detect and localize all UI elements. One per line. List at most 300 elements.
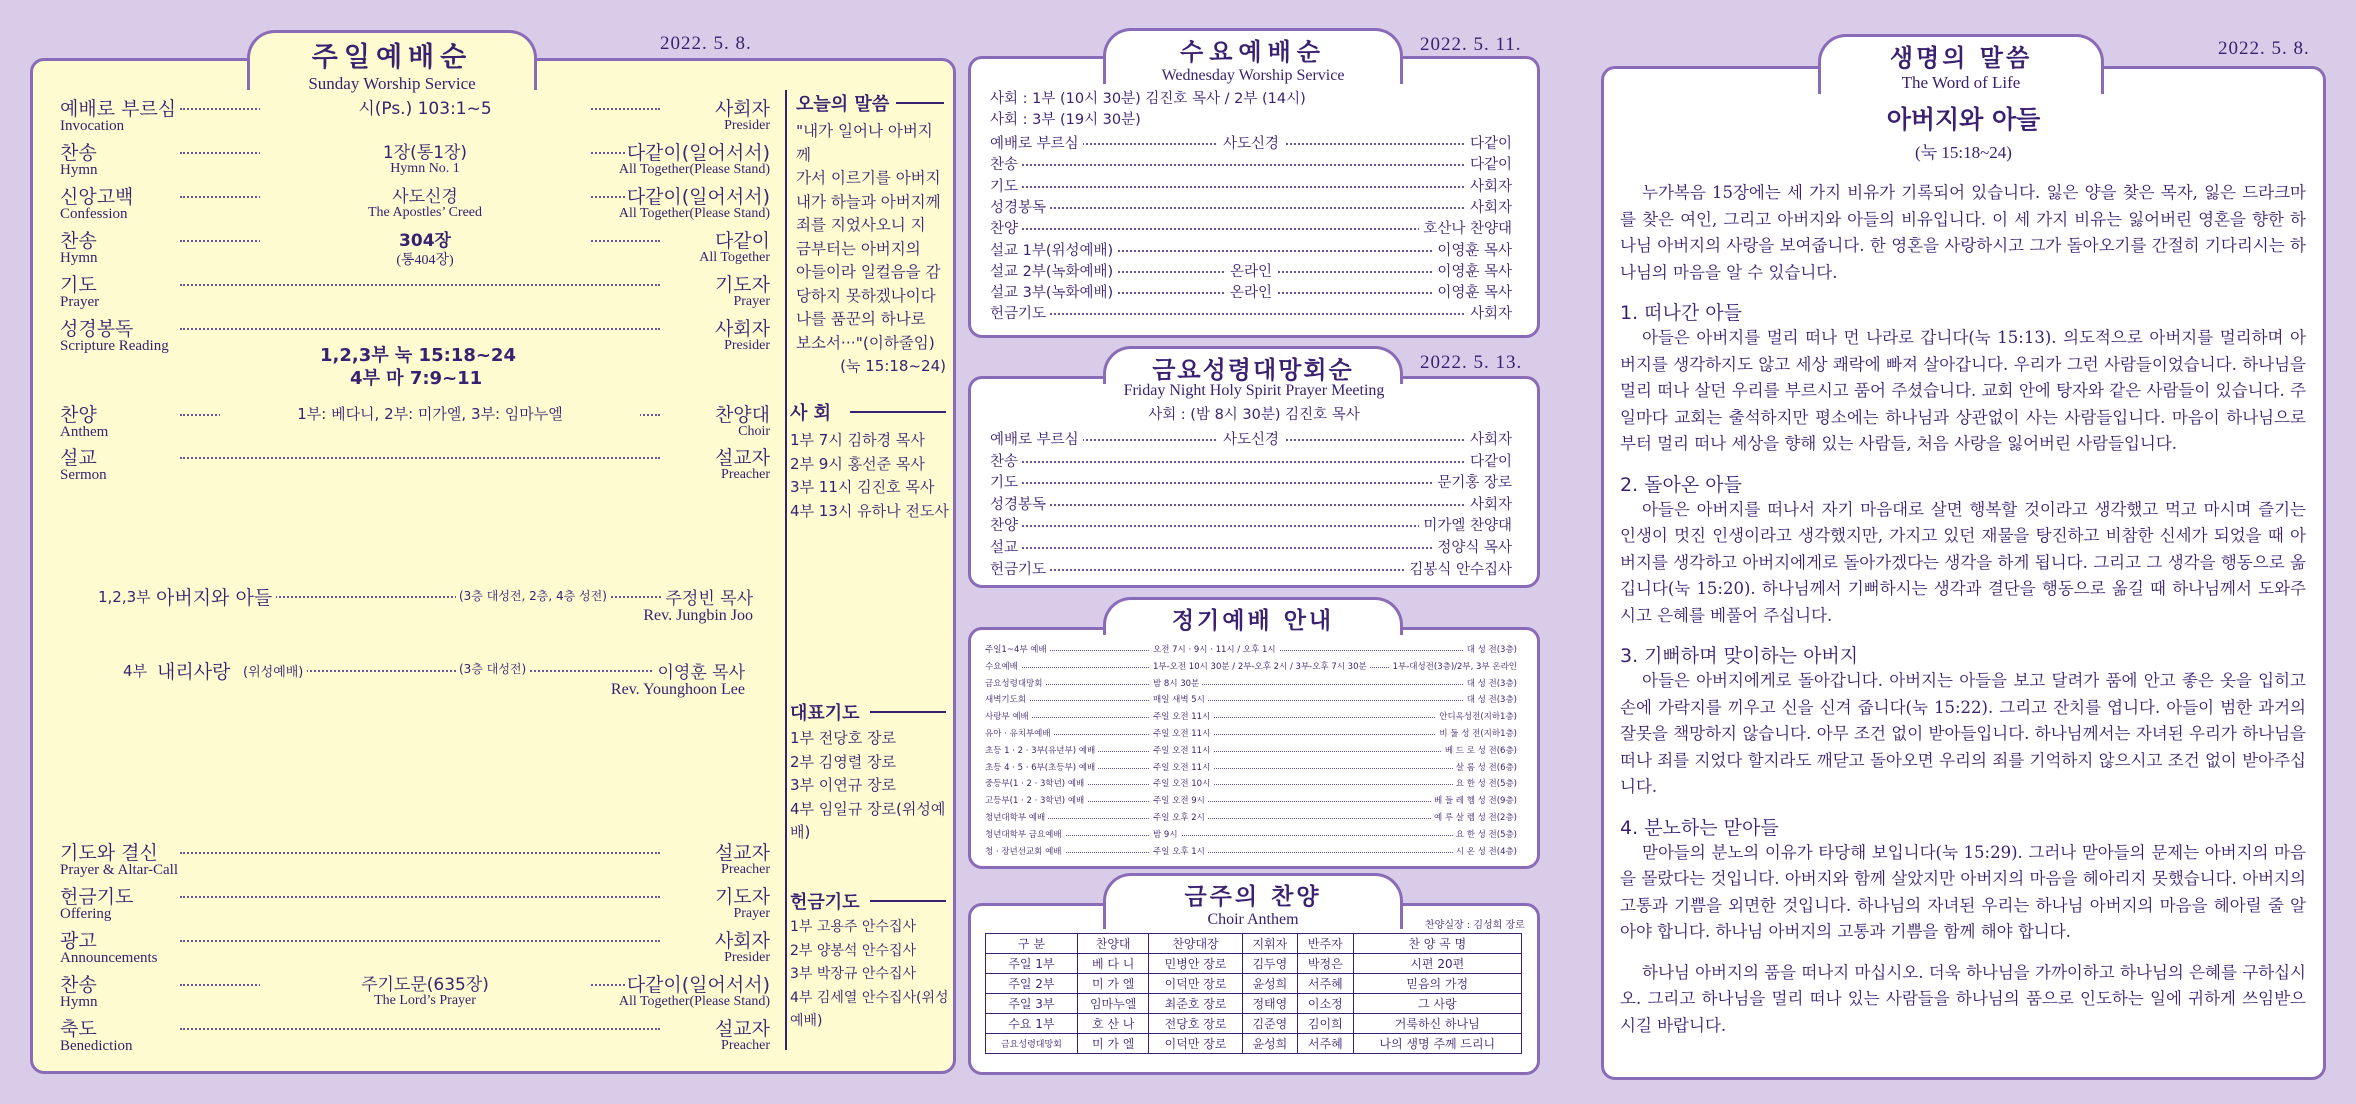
rep-prayer-list [790,727,950,845]
choir-row [986,954,1522,974]
order-label: 기도와 결신 [60,838,162,865]
schedule-place: 요 한 성 전(5층) [1453,777,1517,789]
dotted-leader [990,313,1512,315]
order-leader-en: Prayer [733,906,770,921]
column-divider [785,90,787,1050]
order-row [990,239,1512,260]
order-leader: 사회자 [1466,302,1512,323]
schedule-time: 1부-오전 10시 30분 / 2부-오후 2시 / 3부-오후 7시 30분 [1150,660,1370,672]
anthem-leader: 찬양대 [715,400,770,427]
order-label: 헌금기도 [990,302,1050,323]
word-body [1620,180,2306,1039]
word-section-heading: 3. 기뻐하며 맞이하는 아버지 [1620,645,1859,667]
schedule-row [985,710,1517,723]
choir-cell: 이덕만 장로 [1149,1034,1242,1054]
word-closing: 하나님 아버지의 품을 떠나지 마십시오. 더욱 하나님을 가까이하고 하나님의 은혜를 구하십시오. 그리고 하나님을 멀리 떠나 있는 사람들을 하나님의 품으로 인도하는 일에 귀하게 쓰임받으시길 바랍니다. [1620,962,2306,1035]
wednesday-date: 2022. 5. 11. [1420,34,1522,55]
order-leader: 호산나 찬양대 [1419,217,1512,238]
word-section [1620,470,2306,630]
side-line: 보소서···"(이하줄임) [796,333,935,352]
choir-header-cell: 지휘자 [1242,934,1297,954]
order-detail-en: The Lord’s Prayer [374,993,476,1008]
choir-row [986,1014,1522,1034]
choir-cell: 미 가 엘 [1077,974,1149,994]
order-leader: 다같이 [1466,132,1512,153]
schedule-time: 주일 오전 9시 [1150,794,1208,806]
choir-header-cell: 찬 양 곡 명 [1353,934,1521,954]
order-leader-en: Preacher [721,862,770,877]
choir-table [985,933,1522,1054]
side-line: 4부 13시 유하나 전도사 [790,501,949,520]
choir-cell: 임마누엘 [1077,994,1149,1014]
order-label: 설교 2부(녹화예배) [990,260,1117,281]
schedule-place: 베 드 로 성 전(6층) [1442,744,1517,756]
order-label-en: Prayer & Altar-Call [60,862,179,878]
today-word-box [796,90,946,379]
schedule-row [985,693,1517,706]
wednesday-title-tab [1103,28,1403,84]
schedule-place: 안디옥성전(지하1층) [1436,710,1517,722]
schedule-service: 주일1~4부 예배 [985,643,1050,655]
scripture-line-1: 1,2,3부 눅 15:18~24 [320,345,516,366]
schedule-place: 1부-대성전(3층)/2부, 3부 온라인 [1390,660,1517,672]
order-label: 설교 3부(녹화예배) [990,281,1117,302]
choir-cell: 호 산 나 [1077,1014,1149,1034]
schedule-row [985,761,1517,774]
order-leader: 사회자 [1466,175,1512,196]
choir-cell: 최준호 장로 [1149,994,1242,1014]
choir-cell: 주일 3부 [986,994,1078,1014]
choir-cell: 윤성희 [1242,974,1297,994]
order-label: 찬송 [60,138,101,165]
today-word-text [796,120,946,355]
choir-row [986,974,1522,994]
order-label-en: Confession [60,206,128,222]
schedule-service: 초등 4 · 5 · 6부(초등부) 예배 [985,761,1098,773]
sermon1-preacher-en: Rev. Jungbin Joo [643,607,753,624]
heading-rule [870,900,946,902]
anthem-choirs: 1부: 베다니, 2부: 미가엘, 3부: 임마누엘 [220,403,640,424]
order-detail: 304장 [260,226,590,251]
side-line: 금부터는 아버지의 [796,239,921,258]
heading-rule [870,711,946,713]
order-leader: 다같이 [1466,450,1512,471]
side-line: 3부 11시 김진호 목사 [790,478,935,496]
order-detail-wrap [990,132,1512,153]
word-section [1620,641,2306,801]
order-label-en: Hymn [60,250,98,266]
choir-cell: 김두영 [1242,954,1297,974]
order-leader: 기도자 [715,882,770,909]
dotted-leader [180,940,660,942]
word-title-tab [1818,34,2104,94]
sermon1-place: (3층 대성전, 2층, 4층 성전) [456,587,610,604]
side-line: 1부 7시 김하경 목사 [790,431,925,449]
order-row [60,226,770,270]
order-label: 광고 [60,926,101,953]
order-label: 찬송 [990,153,1022,174]
schedule-time: 주일 오후 2시 [1150,811,1208,823]
dotted-leader [985,684,1517,685]
dotted-leader [985,852,1517,853]
order-row [60,270,770,314]
word-section-heading: 2. 돌아온 아들 [1620,473,1742,496]
order-leader: 정양식 목사 [1433,536,1512,557]
sermon-label: 설교 [60,443,101,470]
sermon2-title: 내리사랑 [157,657,230,684]
order-row [60,970,770,1014]
order-label: 찬양 [990,514,1022,535]
side-line: 가서 이르기를 아버지 [796,169,941,187]
order-leader-en: All Together(Please Stand) [618,162,770,177]
order-row [60,1014,770,1058]
heading-rule [896,102,944,104]
dotted-leader [180,328,660,330]
offering-prayer-list [790,916,950,1034]
order-leader: 사회자 [715,926,770,953]
sermon-leader-en: Preacher [721,467,770,482]
order-detail: 시(Ps.) 103:1~5 [260,94,590,119]
order-label: 축도 [60,1014,101,1041]
side-line: 내가 하늘과 아버지께 [796,192,941,211]
order-label: 성경봉독 [990,196,1050,217]
word-reference: (눅 15:18~24) [1915,143,2012,162]
sermon2-sub: (위성예배) [243,661,307,680]
choir-cell: 서주혜 [1298,974,1353,994]
today-word-heading: 오늘의 말씀 [796,94,890,115]
schedule-service: 청 · 장년선교회 예배 [985,845,1065,857]
choir-cell: 민병안 장로 [1149,954,1242,974]
today-word-ref: (눅 15:18~24) [840,357,946,375]
order-leader: 설교자 [715,838,770,865]
order-label: 예배로 부르심 [990,132,1083,153]
order-leader-en: Presider [724,950,770,965]
schedule-place: 대 성 전(3층) [1464,643,1517,655]
anthem-label: 찬양 [60,400,101,427]
side-line: 4부 임일규 장로(위성예배) [790,799,946,841]
order-leader: 다같이(일어서서) [627,138,770,165]
order-label: 찬송 [990,450,1022,471]
sunday-title-tab [247,30,537,93]
schedule-service: 초등 1 · 2 · 3부(유년부) 예배 [985,744,1098,756]
dotted-leader [990,207,1512,209]
offering-prayer-box [790,888,950,1034]
order-label: 예배로 부르심 [990,428,1083,449]
order-label: 성경봉독 [990,493,1050,514]
schedule-place: 시 온 성 전(4층) [1453,845,1517,857]
heading-rule [850,411,946,413]
anthem-row [60,400,770,444]
order-leader: 사회자 [1466,428,1512,449]
choir-cell: 나의 생명 주께 드리니 [1353,1034,1521,1054]
schedule-time: 주일 오후 1시 [1150,845,1208,857]
sermon-row [60,443,770,487]
choir-cell: 금요성령대망회 [986,1034,1078,1054]
order-row [60,926,770,970]
word-date: 2022. 5. 8. [2218,38,2310,59]
order-leader: 이영훈 목사 [1433,239,1512,260]
order-leader: 다같이 [1466,153,1512,174]
order-label: 헌금기도 [60,882,137,909]
side-line: 2부 김영렬 장로 [790,752,897,771]
friday-subtitle: Friday Night Holy Spirit Prayer Meeting [1123,382,1385,399]
order-label: 설교 1부(위성예배) [990,239,1117,260]
choir-subtitle: Choir Anthem [1207,911,1299,928]
anthem-label-en: Anthem [60,424,109,440]
order-leader-en: All Together [699,250,770,265]
order-leader: 다같이(일어서서) [627,970,770,997]
offering-prayer-heading: 헌금기도 [790,892,860,913]
order-leader-en: Preacher [721,1038,770,1053]
order-leader-en: Presider [724,338,770,353]
schedule-time: 매일 새벽 5시 [1150,693,1208,705]
order-row [990,302,1512,323]
word-section-heading: 1. 떠나간 아들 [1620,302,1742,324]
side-line: 4부 김세열 안수집사(위성예배) [790,989,949,1029]
rep-prayer-box [790,699,950,845]
friday-date: 2022. 5. 13. [1420,352,1523,373]
schedule-place: 요 한 성 전(5층) [1453,828,1517,840]
choir-cell: 미 가 엘 [1077,1034,1149,1054]
presider-box [790,399,950,523]
friday-title: 금요성령대망회순 [1152,356,1354,384]
dotted-leader [985,835,1517,836]
side-line: 3부 이연규 장로 [790,776,897,794]
order-row [60,882,770,926]
order-label-en: Hymn [60,162,98,178]
word-title: 생명의 말씀 [1889,44,2033,72]
order-label: 찬송 [60,226,101,253]
order-label: 예배로 부르심 [60,94,180,121]
word-heading: 아버지와 아들 [1886,105,2041,134]
choir-cell: 거룩하신 하나님 [1353,1014,1521,1034]
choir-header-cell: 찬양대 [1077,934,1149,954]
order-detail: 1장(통1장) [260,138,590,163]
schedule-row [985,660,1517,673]
word-subtitle: The Word of Life [1901,73,2021,92]
order-detail: 온라인 [1224,285,1278,301]
choir-row [986,994,1522,1014]
order-leader: 사회자 [715,94,770,121]
order-row [60,138,770,182]
dotted-leader [990,186,1512,188]
word-section [1620,298,2306,458]
sermon-entry-2 [123,657,745,701]
schedule-place: 베 들 레 헴 성 전(9층) [1431,794,1517,806]
order-row [60,94,770,138]
order-row [990,153,1512,174]
choir-cell: 그 사랑 [1353,994,1521,1014]
order-leader: 다같이(일어서서) [627,182,770,209]
sermon1-preacher: 주정빈 목사 [661,584,753,609]
order-label: 찬양 [990,217,1022,238]
choir-cell: 윤성희 [1242,1034,1297,1054]
order-label-en: Scripture Reading [60,338,169,354]
word-section-body: 아들은 아버지에게로 돌아갑니다. 아버지는 아들을 보고 달려가 품에 안고 좋은 옷을 입히고 손에 가락지를 끼우고 신을 신겨 줍니다(눅 15:22). 그리고 잔치를 엽니다. 아들이 범한 과거의 잘못을 책망하지 않습니다. 아무 조건 없이 받아들입니다. 하나님께서는 자녀된 우리가 하나님을 떠나 죄를 지었다 할지라도 깨닫고 돌아오면 우리의 죄를 기억하지 않으시고 조건 없이 받아주십니다. [1620,671,2306,796]
order-label-en: Invocation [60,118,125,134]
order-row [60,838,770,882]
order-label-en: Hymn [60,994,98,1010]
dotted-leader [180,896,660,898]
order-row [60,182,770,226]
choir-title-tab [1103,873,1403,929]
order-leader: 이영훈 목사 [1433,260,1512,281]
order-row [990,450,1512,471]
choir-table-body [986,954,1522,1054]
order-leader: 기도자 [715,270,770,297]
order-row [990,471,1512,492]
order-row [990,175,1512,196]
side-line: 당하지 못하겠나이다 [796,286,936,305]
order-label: 성경봉독 [60,314,137,341]
word-section-body: 아들은 아버지를 떠나서 자기 마음대로 살면 행복할 것이라고 생각했고 먹고 마시며 즐기는 인생이 멋진 인생이라고 생각했지만, 가지고 있던 재물을 탕진하고 비참한 신세가 되었을 때 아버지를 생각하고 아버지에게로 돌아가겠다는 생각을 하게 됩니다. 그리고 그 생각을 행동으로 옮깁니다(눅 15:20). 하나님께서 기뻐하시는 생각과 결단을 행동으로 옮길 때 하나님께서 도와주시고 은혜를 베풀어 주십니다. [1620,499,2306,625]
dotted-leader [180,1028,660,1030]
order-leader-en: Presider [724,118,770,133]
word-sections [1620,298,2306,946]
rep-prayer-heading: 대표기도 [790,703,860,724]
side-line: 3부 박장규 안수집사 [790,966,916,982]
sermon2-preacher-en: Rev. Younghoon Lee [610,681,745,698]
choir-table-header [986,934,1522,954]
order-row [990,536,1512,557]
sermon-leader: 설교자 [715,443,770,470]
order-leader: 문기홍 장로 [1433,471,1512,492]
schedule-service: 사랑부 예배 [985,710,1032,722]
wednesday-subtitle: Wednesday Worship Service [1161,67,1345,84]
schedule-time: 밤 9시 [1150,828,1181,840]
side-line: 2부 양봉석 안수집사 [790,942,916,959]
choir-cell: 이소정 [1298,994,1353,1014]
side-line: 1부 전당호 장로 [790,729,897,747]
schedule-time: 밤 8시 30분 [1150,677,1202,689]
schedule-place: 예 루 살 렘 성 전(2층) [1431,811,1517,823]
wednesday-info-1: 사회 : 1부 (10시 30분) 김진호 목사 / 2부 (14시) [990,91,1306,107]
sermon2-preacher: 이영훈 목사 [653,658,745,683]
order-label: 헌금기도 [990,558,1050,579]
sermon1-part: 1,2,3부 [98,588,151,606]
schedule-service: 금요성령대망회 [985,677,1045,689]
dotted-leader [180,852,660,854]
schedule-time: 주일 오전 11시 [1150,727,1213,739]
presider-heading: 사 회 [790,403,832,424]
schedule-time: 주일 오전 10시 [1150,777,1213,789]
order-label: 설교 [990,536,1022,557]
choir-cell: 주일 1부 [986,954,1078,974]
choir-note: 찬양실장 : 김성희 장로 [1425,920,1525,931]
order-row [990,196,1512,217]
schedule-row [985,794,1517,807]
choir-header-cell: 구 분 [986,934,1078,954]
word-section-heading: 4. 분노하는 맏아들 [1620,816,1779,839]
order-leader: 사회자 [715,314,770,341]
choir-cell: 이덕만 장로 [1149,974,1242,994]
order-detail-en: The Apostles’ Creed [367,205,483,220]
dotted-leader [985,700,1517,701]
order-leader-en: All Together(Please Stand) [618,994,770,1009]
choir-cell: 박정은 [1298,954,1353,974]
word-section-body: 아들은 아버지를 멀리 떠나 먼 나라로 갑니다(눅 15:13). 의도적으로 아버지를 멀리하며 아버지를 생각하지도 않고 세상 쾌락에 빠져 살아갑니다. 우리가 그런 사람들이었습니다. 하나님을 멀리 떠나 살던 우리를 부르시고 품어 주셨습니다. 교회 안에 탕자와 같은 사람들이 있습니다. 주일마다 교회는 출석하지만 평소에는 하나님과 상관없이 사는 사람들입니다. 마음이 하나님으로부터 멀리 떠나 세상을 향해 있는 사람들, 처음 사랑을 잃어버린 사람들입니다. [1620,328,2306,453]
order-row [990,493,1512,514]
schedule-time: 주일 오전 11시 [1150,761,1213,773]
choir-cell: 수요 1부 [986,1014,1078,1034]
order-detail: 사도신경 [1217,136,1285,152]
choir-title: 금주의 찬양 [1184,884,1322,910]
schedule-service: 수요예배 [985,660,1021,672]
side-line: 죄를 지었사오니 지 [796,216,926,234]
order-row [990,132,1512,153]
schedule-row [985,677,1517,690]
order-label: 신앙고백 [60,182,137,209]
side-line: 1부 고용주 안수집사 [790,919,916,935]
sermon1-title: 아버지와 아들 [156,583,276,610]
word-section-body: 맏아들의 분노의 이유가 타당해 보입니다(눅 15:29). 그러나 맏아들의 문제는 아버지의 마음을 몰랐다는 것입니다. 아버지와 함께 살았지만 아버지의 마음을 헤아리지 못했습니다. 아버지의 고통과 기쁨을 외면한 것입니다. 하나님의 자녀된 우리는 하나님 아버지의 마음을 헤아릴 줄 알아야 합니다. 하나님 아버지의 고통과 기쁨을 함께 해야 합니다. [1620,842,2306,941]
friday-title-tab [1103,346,1403,384]
word-section [1620,813,2306,946]
order-detail-en: (통404장) [396,253,454,268]
sunday-date: 2022. 5. 8. [660,33,752,54]
order-label: 찬송 [60,970,101,997]
choir-cell: 김이희 [1298,1014,1353,1034]
sunday-subtitle: Sunday Worship Service [308,74,476,93]
schedule-row [985,643,1517,656]
schedule-service: 고등부(1 · 2 · 3학년) 예배 [985,794,1087,806]
word-intro: 누가복음 15장에는 세 가지 비유가 기록되어 있습니다. 잃은 양을 찾은 목자, 잃은 드라크마를 찾은 여인, 그리고 아버지와 아들의 비유입니다. 이 세 가지 비유는 잃어버린 영혼을 향한 하나님 아버지의 사랑을 보여줍니다. 한 영혼을 사랑하시고 그가 돌아오기를 간절히 기다리시는 하나님의 마음을 알 수 있습니다. [1620,183,2306,282]
schedule-time: 주일 오전 11시 [1150,744,1213,756]
schedule-place: 살 롬 성 전(6층) [1453,761,1517,773]
schedule-place: 비 둘 성 전(지하1층) [1436,727,1517,739]
choir-cell: 서주혜 [1298,1034,1353,1054]
order-leader: 사회자 [1466,196,1512,217]
choir-header-cell: 찬양대장 [1149,934,1242,954]
order-detail: 사도신경 [1217,432,1285,448]
choir-cell: 시편 20편 [1353,954,1521,974]
schedule-service: 중등부(1 · 2 · 3학년) 예배 [985,777,1087,789]
order-label-en: Announcements [60,950,158,966]
order-detail-wrap [990,428,1512,449]
schedule-row [985,811,1517,824]
order-leader: 설교자 [715,1014,770,1041]
sermon-label-en: Sermon [60,467,107,483]
order-label: 기도 [990,175,1022,196]
sunday-title: 주일예배순 [311,42,473,73]
sermon-entry-1 [98,583,753,627]
side-line: 2부 9시 홍선준 목사 [790,454,925,473]
schedule-place: 대 성 전(3층) [1464,677,1517,689]
order-row [990,217,1512,238]
order-detail-en: Hymn No. 1 [390,161,460,176]
side-line: 나를 품꾼의 하나로 [796,310,926,328]
schedule-row [985,777,1517,790]
order-leader-en: Prayer [733,294,770,309]
dotted-leader [990,164,1512,166]
wednesday-info-2: 사회 : 3부 (19시 30분) [990,112,1141,128]
schedule-row [985,828,1517,841]
side-line: 아들이라 일컬음을 감 [796,263,941,281]
order-label-en: Benediction [60,1038,133,1054]
choir-cell: 베 다 니 [1077,954,1149,974]
order-row [990,558,1512,579]
schedule-service: 청년대학부 금요예배 [985,828,1065,840]
anthem-leader-en: Choir [738,424,770,439]
schedule-time: 오전 7시 · 9시 · 11시 / 오후 1시 [1150,643,1279,655]
choir-cell: 정태영 [1242,994,1297,1014]
friday-info: 사회 : (밤 8시 30분) 김진호 목사 [1148,407,1360,423]
schedule-service: 유아 · 유치부예배 [985,727,1054,739]
choir-cell: 주일 2부 [986,974,1078,994]
schedule-service: 새벽기도회 [985,693,1029,705]
order-label: 기도 [990,471,1022,492]
schedule-row [985,845,1517,858]
